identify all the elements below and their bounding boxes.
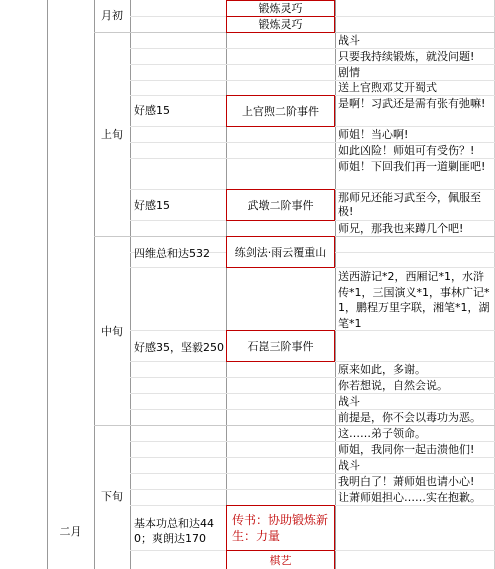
event-label: 练剑法·雨云覆重山 <box>234 246 327 259</box>
note: 我明白了！萧师姐也请小心! <box>338 475 475 488</box>
event-box <box>226 16 335 33</box>
note: 师姐，我同你一起击溃他们! <box>338 443 475 456</box>
condition-5: 基本功总和达440；爽朗达170 <box>134 517 214 545</box>
event-label: 石崑三阶事件 <box>247 340 314 353</box>
note: 如此凶险！师姐可有受伤？! <box>338 144 475 157</box>
note: 剧情 <box>338 66 360 79</box>
note: 师兄，那我也来蹲几个吧! <box>338 222 464 235</box>
note: 前提是，你不会以毒功为恶。 <box>338 411 481 424</box>
grid-line <box>335 0 336 569</box>
note: 你若想说，自然会说。 <box>338 379 448 392</box>
grid-line <box>47 0 48 569</box>
note: 这……弟子领命。 <box>338 427 426 440</box>
event-label: 上官煦二阶事件 <box>242 105 319 118</box>
note: 战斗 <box>338 459 360 472</box>
event-label: 锻炼灵巧 <box>258 2 303 15</box>
grid-line <box>130 0 131 569</box>
condition-1: 好感15 <box>134 104 170 117</box>
event-label: 锻炼灵巧 <box>258 18 303 31</box>
note: 战斗 <box>338 34 360 47</box>
note: 送上官煦邓艾开蜀式 <box>338 81 437 94</box>
note: 只要我持续锻炼，就没问题! <box>338 50 475 63</box>
event-box <box>226 189 335 221</box>
condition-3: 四维总和达532 <box>134 247 210 260</box>
note: 送西游记*2，西厢记*1，水浒传*1，三国演义*1，事林广记*1，鹏程万里字联，湘笔*1，湖笔*1 <box>338 270 490 330</box>
period-last-third: 下旬 <box>101 490 123 503</box>
period-middle-third: 中旬 <box>101 325 123 338</box>
event-box <box>226 95 335 127</box>
note: 原来如此，多谢。 <box>338 363 426 376</box>
note: 师姐！当心啊! <box>338 128 409 141</box>
event-label: 武墩二阶事件 <box>247 199 314 212</box>
period-first-third: 上旬 <box>101 128 123 141</box>
month-label: 二月 <box>59 525 82 538</box>
event-box <box>226 550 335 569</box>
grid-line <box>226 0 227 569</box>
condition-2: 好感15 <box>134 199 170 212</box>
period-early-month: 月初 <box>101 9 123 22</box>
note: 那师兄还能习武至今，佩服至极! <box>338 191 481 218</box>
note: 是啊！习武还是需有张有弛嘛! <box>338 97 486 110</box>
event-label: 传书：协助锻炼新生：力量 <box>232 513 329 543</box>
event-box <box>226 0 335 17</box>
event-box <box>226 236 335 268</box>
grid-line <box>94 0 95 569</box>
event-box <box>226 330 335 362</box>
note: 让萧师姐担心……实在抱歉。 <box>338 491 481 504</box>
event-label: 棋艺 <box>269 554 292 567</box>
condition-4: 好感35，坚毅250 <box>134 341 224 354</box>
note: 战斗 <box>338 395 360 408</box>
note: 师姐！下回我们再一道剿匪吧! <box>338 160 486 173</box>
event-box <box>226 505 335 551</box>
